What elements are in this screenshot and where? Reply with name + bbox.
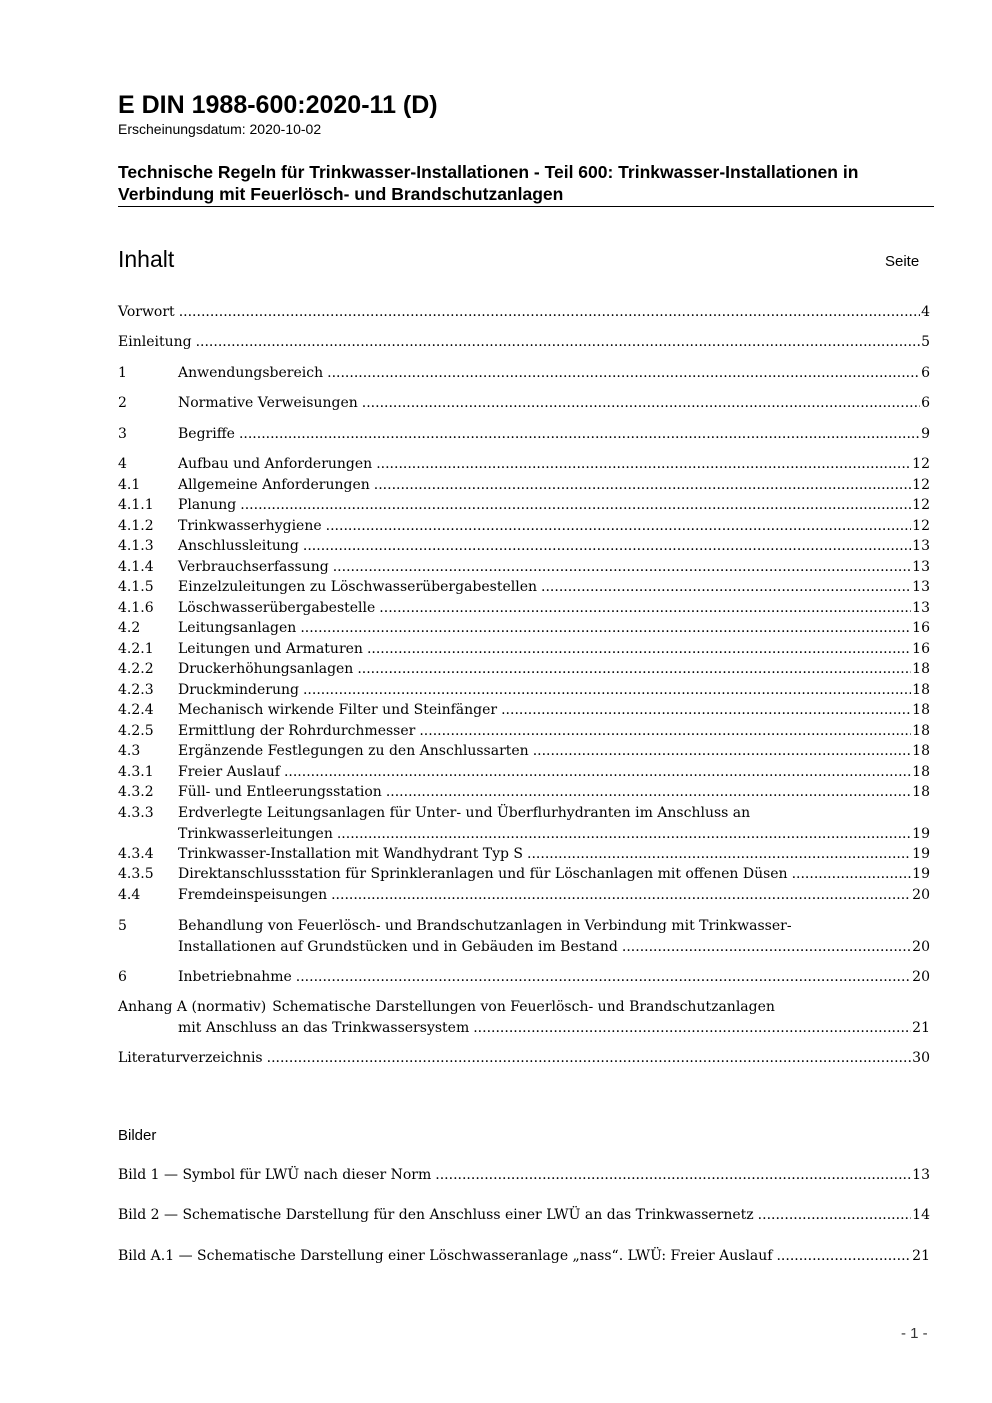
- toc-entry-title: Direktanschlussstation für Sprinkleranlagen und für Löschanlagen mit offenen Düsen: [178, 866, 788, 882]
- toc-entry[interactable]: [118, 721, 930, 742]
- toc-dot-leader: [179, 302, 920, 323]
- toc-dot-leader: [792, 864, 912, 885]
- toc-entry[interactable]: [118, 741, 930, 762]
- toc-dot-leader: [303, 536, 911, 557]
- figure-entry-page: 14: [912, 1207, 930, 1223]
- toc-entry-page: 30: [912, 1050, 930, 1066]
- toc-entry[interactable]: [118, 363, 930, 384]
- figures-heading: Bilder: [118, 1127, 157, 1144]
- toc-entry-title: Vorwort: [118, 304, 175, 320]
- toc-entry[interactable]: [118, 639, 930, 660]
- toc-entry-page: 18: [912, 661, 930, 677]
- toc-entry-number: 4.2.2: [118, 661, 154, 677]
- toc-dot-leader: [326, 516, 912, 537]
- toc-entry-page: 5: [921, 334, 930, 350]
- toc-dot-leader: [357, 659, 911, 680]
- toc-dot-leader: [337, 824, 911, 845]
- toc-entry-title: Literaturverzeichnis: [118, 1050, 263, 1066]
- toc-entry-page: 19: [912, 825, 930, 842]
- toc-dot-leader: [435, 1165, 911, 1186]
- toc-entry-title: Druckerhöhungsanlagen: [178, 661, 354, 677]
- toc-dot-leader: [196, 332, 921, 353]
- toc-entry-title: Aufbau und Anforderungen: [178, 456, 373, 472]
- toc-entry-title: Planung: [178, 497, 237, 513]
- toc-entry-number: 4.1.6: [118, 600, 154, 616]
- toc-entry-title: Einleitung: [118, 334, 192, 350]
- toc-dot-leader: [622, 937, 911, 958]
- toc-entry-page: 13: [912, 559, 930, 575]
- toc-entry[interactable]: [118, 577, 930, 598]
- toc-entry-number: 4.1.1: [118, 497, 154, 513]
- toc-entry-page: 18: [912, 764, 930, 780]
- toc-entry-title: Normative Verweisungen: [178, 395, 358, 411]
- toc-entry-title: Fremdeinspeisungen: [178, 887, 328, 903]
- title-divider: [118, 206, 934, 207]
- toc-entry-title: Ermittlung der Rohrdurchmesser: [178, 723, 416, 739]
- toc-entry-title: Füll- und Entleerungsstation: [178, 784, 382, 800]
- toc-entry[interactable]: [118, 393, 930, 414]
- toc-entry-number: 4.3: [118, 743, 141, 759]
- toc-entry-title-continued: mit Anschluss an das Trinkwassersystem: [178, 1019, 470, 1036]
- toc-entry-number: 4.3.5: [118, 866, 154, 882]
- toc-entry-page: 12: [912, 497, 930, 513]
- toc-dot-leader: [300, 618, 911, 639]
- figure-entry-title: Bild 1 — Symbol für LWÜ nach dieser Norm: [118, 1167, 432, 1183]
- toc-entry[interactable]: [118, 680, 930, 701]
- toc-entry-number: 4.1: [118, 477, 141, 493]
- toc-entry[interactable]: [118, 598, 930, 619]
- toc-dot-leader: [527, 844, 911, 865]
- toc-dot-leader: [331, 885, 911, 906]
- document-id: E DIN 1988-600:2020-11 (D): [118, 91, 438, 119]
- toc-entry-number: 4.2.3: [118, 682, 154, 698]
- toc-entry-page: 18: [912, 784, 930, 800]
- toc-entry-number: 4.3.3: [118, 805, 154, 821]
- toc-entry-number: 4.1.2: [118, 518, 154, 534]
- toc-entry-title: Verbrauchserfassung: [178, 559, 329, 575]
- toc-entry-title: Leitungsanlagen: [178, 620, 297, 636]
- toc-heading: Inhalt: [118, 246, 175, 272]
- toc-entry-number: 4.2.5: [118, 723, 154, 739]
- toc-entry-page: 13: [912, 579, 930, 595]
- toc-entry-page: 18: [912, 702, 930, 718]
- toc-entry-number: 4.1.3: [118, 538, 154, 554]
- figure-entry-page: 21: [912, 1248, 930, 1264]
- toc-entry-title-continued: Installationen auf Grundstücken und in Gebäuden im Bestand: [178, 938, 618, 955]
- toc-dot-leader: [386, 782, 911, 803]
- toc-entry-number: 5: [118, 918, 127, 934]
- figure-entry[interactable]: [118, 1246, 930, 1267]
- toc-dot-leader: [239, 424, 920, 445]
- toc-dot-leader: [296, 967, 911, 988]
- toc-entry-page: 12: [912, 477, 930, 493]
- toc-entry-page: 20: [912, 969, 930, 985]
- toc-entry-title: Mechanisch wirkende Filter und Steinfänger: [178, 702, 498, 718]
- toc-entry-number: 3: [118, 426, 127, 442]
- toc-entry[interactable]: [118, 659, 930, 680]
- toc-entry-number: 4.2.1: [118, 641, 154, 657]
- toc-entry-page: 16: [912, 641, 930, 657]
- toc-dot-leader: [284, 762, 911, 783]
- toc-entry[interactable]: [118, 332, 930, 353]
- figure-entry[interactable]: [118, 1165, 930, 1186]
- toc-entry-title: Trinkwasserhygiene: [178, 518, 322, 534]
- figure-entry-title: Bild 2 — Schematische Darstellung für den Anschluss einer LWÜ an das Trinkwassernetz: [118, 1207, 754, 1223]
- toc-entry-title: Löschwasserübergabestelle: [178, 600, 376, 616]
- toc-entry-page: 16: [912, 620, 930, 636]
- toc-dot-leader: [376, 454, 911, 475]
- toc-entry-title: Einzelzuleitungen zu Löschwasserübergabestellen: [178, 579, 538, 595]
- toc-entry-title-continued: Trinkwasserleitungen: [178, 825, 333, 842]
- toc-entry[interactable]: [118, 916, 930, 957]
- toc-entry-number: 4.1.5: [118, 579, 154, 595]
- toc-entry-title: Begriffe: [178, 426, 235, 442]
- toc-entry[interactable]: [118, 618, 930, 639]
- figure-entry-page: 13: [912, 1167, 930, 1183]
- toc-entry-title: Anschlussleitung: [178, 538, 299, 554]
- toc-dot-leader: [362, 393, 920, 414]
- toc-entry-page: 20: [912, 887, 930, 903]
- toc-entry-number: 1: [118, 365, 127, 381]
- toc-dot-leader: [333, 557, 911, 578]
- toc-entry-page: 9: [921, 426, 930, 442]
- toc-dot-leader: [374, 475, 911, 496]
- toc-entry[interactable]: [118, 475, 930, 496]
- toc-entry[interactable]: [118, 516, 930, 537]
- figure-entry[interactable]: [118, 1205, 930, 1226]
- toc-entry-number: 2: [118, 395, 127, 411]
- toc-entry-number: Anhang A (normativ): [118, 999, 267, 1015]
- toc-entry-title: Druckminderung: [178, 682, 299, 698]
- toc-entry-title: Ergänzende Festlegungen zu den Anschlussarten: [178, 743, 529, 759]
- toc-entry-title: Behandlung von Feuerlösch- und Brandschutzanlagen in Verbindung mit Trinkwasser-: [178, 918, 792, 934]
- toc-entry-number: 4.1.4: [118, 559, 154, 575]
- toc-entry-page: 21: [912, 1019, 930, 1036]
- toc-entry[interactable]: [118, 424, 930, 445]
- release-date: Erscheinungsdatum: 2020-10-02: [118, 121, 322, 137]
- toc-entry-number: 4.2.4: [118, 702, 154, 718]
- toc-entry-page: 6: [921, 365, 930, 381]
- toc-entry-title: Erdverlegte Leitungsanlagen für Unter- und Überflurhydranten im Anschluss an: [178, 805, 751, 821]
- toc-entry[interactable]: [118, 803, 930, 844]
- toc-dot-leader: [267, 1048, 912, 1069]
- toc-entry-page: 19: [912, 846, 930, 862]
- toc-entry-page: 13: [912, 600, 930, 616]
- toc-entry-number: 4.4: [118, 887, 141, 903]
- toc-entry-page: 12: [912, 456, 930, 472]
- toc-entry-page: 20: [912, 938, 930, 955]
- toc-entry[interactable]: [118, 454, 930, 475]
- toc-entry-title: Schematische Darstellungen von Feuerlösch- und Brandschutzanlagen: [272, 999, 775, 1015]
- toc-dot-leader: [327, 363, 920, 384]
- toc-entry[interactable]: [118, 864, 930, 885]
- toc-entry-page: 4: [921, 304, 930, 320]
- toc-entry[interactable]: [118, 302, 930, 323]
- toc-entry[interactable]: [118, 1048, 930, 1069]
- toc-entry-number: 4: [118, 456, 127, 472]
- toc-entry-title: Anwendungsbereich: [178, 365, 324, 381]
- toc-entry[interactable]: [118, 885, 930, 906]
- toc-dot-leader: [541, 577, 911, 598]
- toc-entry-number: 4.2: [118, 620, 141, 636]
- toc-entry-number: 4.3.1: [118, 764, 154, 780]
- toc-dot-leader: [473, 1018, 911, 1039]
- toc-entry[interactable]: [118, 762, 930, 783]
- toc-entry[interactable]: [118, 967, 930, 988]
- toc-dot-leader: [533, 741, 911, 762]
- page-number: - 1 -: [901, 1325, 928, 1342]
- toc-entry[interactable]: [118, 782, 930, 803]
- toc-dot-leader: [501, 700, 911, 721]
- toc-dot-leader: [367, 639, 911, 660]
- toc-entry[interactable]: [118, 997, 930, 1038]
- document-title: Technische Regeln für Trinkwasser-Installationen - Teil 600: Trinkwasser-Installationen in Verbindung mit Feuerlösch- und Brandschutzanlagen: [118, 162, 859, 204]
- toc-entry-number: 4.3.4: [118, 846, 154, 862]
- toc-entry[interactable]: [118, 844, 930, 865]
- toc-entry-title: Inbetriebnahme: [178, 969, 292, 985]
- toc-entry-page: 18: [912, 743, 930, 759]
- toc-entry[interactable]: [118, 700, 930, 721]
- toc-dot-leader: [303, 680, 911, 701]
- toc-entry-title: Freier Auslauf: [178, 764, 280, 780]
- toc-entry[interactable]: [118, 536, 930, 557]
- toc-entry-page: 18: [912, 723, 930, 739]
- toc-entry-number: 6: [118, 969, 127, 985]
- toc-dot-leader: [758, 1205, 912, 1226]
- toc-dot-leader: [776, 1246, 911, 1267]
- toc-entry[interactable]: [118, 495, 930, 516]
- toc-entry-title: Trinkwasser-Installation mit Wandhydrant Typ S: [178, 846, 524, 862]
- toc-entry-number: 4.3.2: [118, 784, 154, 800]
- toc-entry-page: 18: [912, 682, 930, 698]
- toc-dot-leader: [379, 598, 911, 619]
- toc-entry-title: Leitungen und Armaturen: [178, 641, 363, 657]
- toc-entry-page: 6: [921, 395, 930, 411]
- toc-entry[interactable]: [118, 557, 930, 578]
- toc-dot-leader: [419, 721, 911, 742]
- toc-entry-page: 13: [912, 538, 930, 554]
- toc-entry-page: 12: [912, 518, 930, 534]
- toc-entry-title: Allgemeine Anforderungen: [178, 477, 370, 493]
- toc-entry-page: 19: [912, 866, 930, 882]
- toc-dot-leader: [240, 495, 911, 516]
- figure-entry-title: Bild A.1 — Schematische Darstellung einer Löschwasseranlage „nass“. LWÜ: Freier Auslauf: [118, 1248, 773, 1264]
- page-column-label: Seite: [885, 253, 920, 270]
